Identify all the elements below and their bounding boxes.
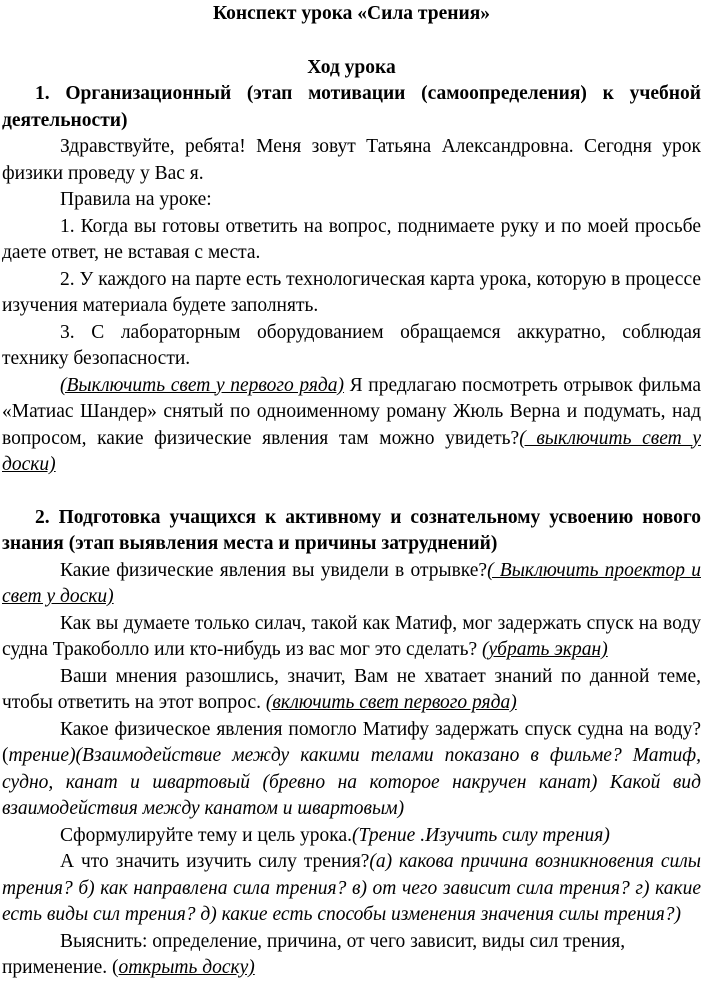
question-paragraph [2,611,701,664]
lesson-progress-heading: Ход урока [307,56,396,78]
goal-paragraph [2,849,701,929]
rules-heading: Правила на уроке: [60,189,212,210]
paragraph-text: Какие физические явления вы увидели в отрывке? [60,559,488,581]
opinions-paragraph [2,664,701,717]
paragraph-text: Какое физическое явления помогло Матифу задержать спуск судна на воду? ( [2,718,701,766]
clarify-paragraph [2,929,701,982]
section-2-heading: 2. Подготовка учащихся к активному и сознательному усвоению нового знания (этап выявления места и причины затруднений) [2,506,701,554]
paragraph-text: Я предлагаю посмотреть отрывок фильма «Матиас Шандер» снятый по одноименному роману Жюль Верна и подумать, над вопросом, какие физические явления там можно увидеть? [2,374,701,449]
paragraph-text: Выяснить: определение, причина, от чего зависит, виды сил трения, применение. ( [2,930,626,978]
film-paragraph [2,373,701,479]
paragraph-text: А что значить изучить силу трения? [60,851,370,872]
rule-1: 1. Когда вы готовы ответить на вопрос, поднимаете руку и по моей просьбе даете ответ, не вставая с места. [2,215,701,263]
document-title: Конспект урока «Сила трения» [212,3,491,24]
paragraph-text: Сформулируйте тему и цель урока. [60,824,352,846]
stage-note: (включить свет первого ряда) [265,692,517,713]
section-1-heading: 1. Организационный (этап мотивации (самоопределения) к учебной деятельности) [2,83,701,131]
friction-question-paragraph [2,717,701,823]
italic-answer: трение)(Взаимодействие между какими телами показано в фильме? Матиф, судно, канат и швартовый (бревно на которое накручен канат) Какой вид взаимодействия между канатом и швартовым) [2,745,701,819]
paragraph-text: Ваши мнения разошлись, значит, Вам не хватает знаний по данной теме, чтобы ответить на этот вопрос. [2,665,701,713]
italic-answer: (а) какова причина возникновения силы трения? б) как направлена сила трения? в) от чего зависит сила трения? г) какие есть виды сил трения? д) какие есть способы изменения значения силы трения?) [2,851,701,925]
stage-note: (Выключить свет у первого ряда) [60,374,345,396]
rule-3: 3. С лабораторным оборудованием обращаемся аккуратно, соблюдая технику безопасности. [2,321,701,369]
rule-2: 2. У каждого на парте есть технологическая карта урока, которую в процессе изучения материала будете заполнять. [2,268,701,316]
question-paragraph [2,558,701,611]
topic-paragraph [2,823,701,850]
stage-note: ( Выключить проектор и свет у доски) [2,559,701,607]
stage-note: (убрать экран) [482,639,608,660]
stage-note: открыть доску) [118,957,255,978]
greeting-paragraph: Здравствуйте, ребята! Меня зовут Татьяна Александровна. Сегодня урок физики проведу у Вас я. [2,136,701,184]
stage-note: ( выключить свет у доски) [2,427,701,475]
italic-answer: (Трение .Изучить силу трения) [351,824,610,846]
paragraph-text: Как вы думаете только силач, такой как Матиф, мог задержать спуск на воду судна Тракоболло или кто-нибудь из вас мог это сделать? [2,612,701,660]
